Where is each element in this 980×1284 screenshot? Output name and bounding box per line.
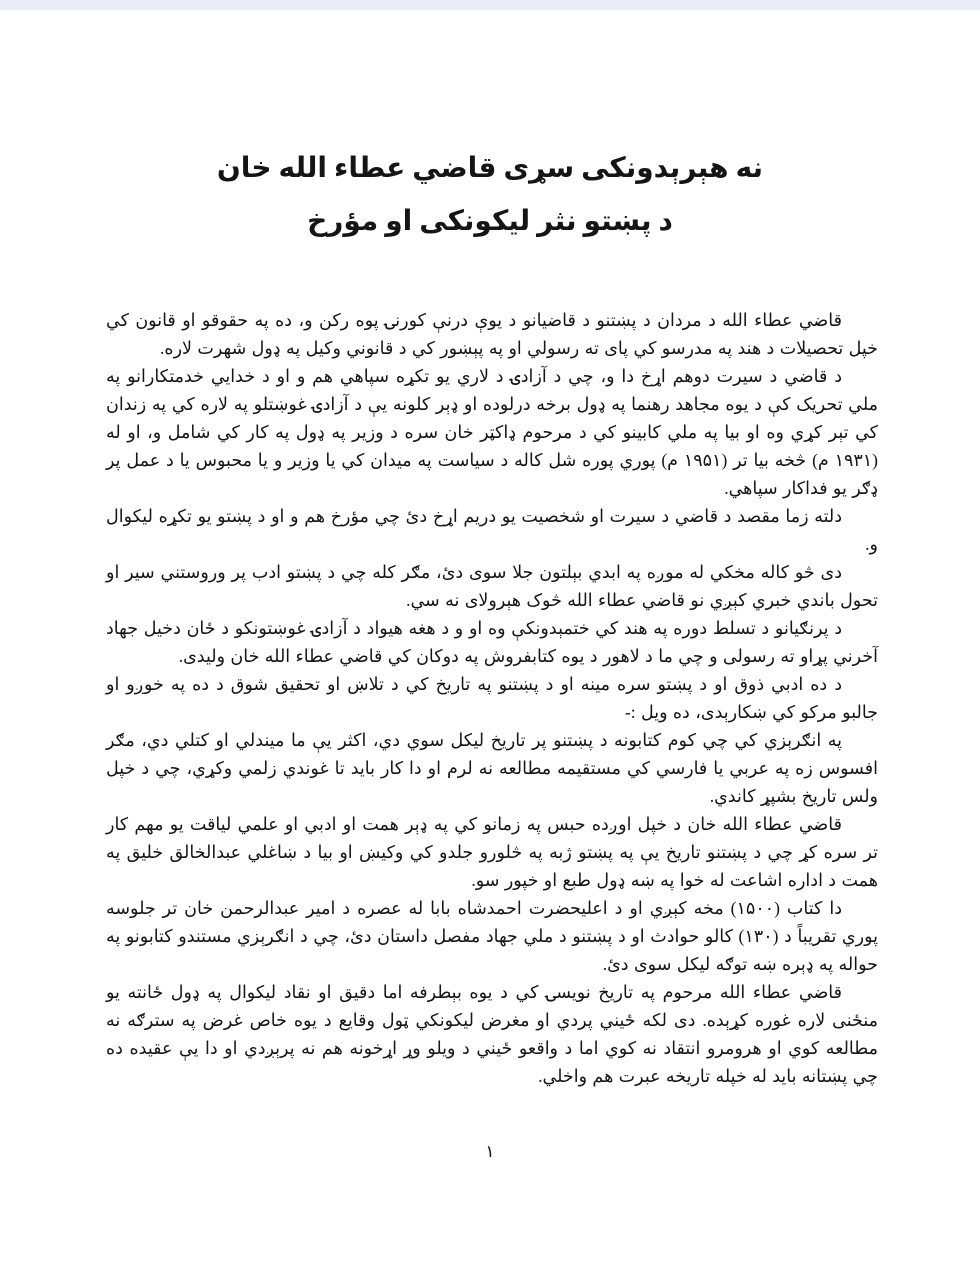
paragraph: قاضي عطاء الله د مردان د پښتنو د قاضیانو د یوې درنې کورنۍ پوه رکن و، ده په حقوقو او قانون کي خپل تحصیلات د هند په مدرسو کي پای ته رسولي او په پېښور کي د قانوني وکیل په ډول شهرت لاره.: [106, 310, 878, 358]
document-title-line-2: د پښتو نثر لیکونکی او مؤرخ: [307, 206, 673, 237]
paragraph: په انګرېزي کي چي کوم کتابونه د پښتنو پر تاریخ لیکل سوي دي، اکثر یې ما میندلي او کتلي دي، مګر افسوس زه په عربي یا فارسي کي مستقیمه مطالعه نه لرم او دا کار باید تا غوندي زلمي وکړي، چي د خپل ولس تاریخ بشپړ کاندي.: [106, 730, 878, 806]
paragraph: قاضي عطاء الله خان د خپل اوږده حبس په زمانو کي په ډېر همت او ادبي او علمي لیاقت یو مهم کار تر سره کړ چي د پښتنو تاریخ یې په پښتو ژبه په څلورو جلدو کي وکیښ او بیا د ښاغلي عبدالخالق خلیق په همت د اداره اشاعت له خوا په ښه ډول طبع او خپور سو.: [106, 814, 878, 890]
document-title-line-1: نه هېرېدونکی سړی قاضي عطاء الله خان: [216, 153, 764, 184]
title-block: [0, 142, 980, 248]
body-text: [106, 306, 878, 1090]
paragraph: قاضي عطاء الله مرحوم په تاریخ نویسۍ کي د یوه بېطرفه اما دقیق او نقاد لیکوال په ډول ځانته یو منځنی لاره غوره کړېده. دی لکه ځیني پردي او مغرض لیکونکي ټول وقایع د یوه خاص غرض په سترګه نه مطالعه کوي او هرومرو انتقاد نه کوي اما د واقعو ځیني د ویلو وړ اړخونه هم نه پرېږدي او دا یې عقیده ده چي پښتانه باید له خپله تاریخه عبرت هم واخلي.: [106, 982, 878, 1086]
paragraph: دی څو کاله مخکي له موږه په ابدي بېلتون جلا سوی دئ، مګر کله چي د پښتو ادب پر وروستني سیر او تحول باندي خبري کېږي نو قاضي عطاء الله څوک هېرولای نه سي.: [106, 562, 878, 610]
paragraph: د قاضي د سیرت دوهم اړخ دا و، چي د آزادۍ د لاري یو تکړه سپاهي هم و او د خدایي خدمتکارانو په ملي تحریک کې د یوه مجاهد رهنما په ډول برخه درلوده او ډېر کلونه یې د آزادۍ غوښتلو په لاره کي په زندان کي تېر کړي وه او بیا په ملي کابینو کي د مرحوم ډاکټر خان سره د وزیر په ډول په کار کي شامل و، او له (۱۹۳۱ م) څخه بیا تر (۱۹۵۱ م) پوري پوره شل کاله د سیاست په میدان کي یا وزیر و یا محبوس یا د عمل پر ډګر یو فداکار سپاهي.: [106, 366, 878, 498]
paragraph: د پرنګیانو د تسلط دوره په هند کي ختمېدونکې وه او و د هغه هیواد د آزادۍ غوښتونکو د ځان دخیل جهاد آخرني پړاو ته رسولی و چي ما د لاهور د یوه کتابفروش په دوکان کي قاضي عطاء الله خان ولیدی.: [106, 618, 878, 666]
page-number: ۱: [485, 1142, 495, 1161]
scan-artifact-top-strip: [0, 0, 980, 10]
paragraph: دلته زما مقصد د قاضي د سیرت او شخصیت یو دریم اړخ دئ چي مؤرخ هم و او د پښتو یو تکړه لیکوال و.: [106, 506, 878, 554]
paragraph: د ده ادبي ذوق او د پښتو سره مینه او د پښتنو په تاریخ کي د تلاښ او تحقیق شوق د ده په خوږو او جالبو مرکو کي ښکارېدی، ده ویل :-: [106, 674, 878, 722]
paragraph: دا کتاب (۱۵۰۰) مخه کېږي او د اعلیحضرت احمدشاه بابا له عصره د امیر عبدالرحمن خان تر جلوسه پوري تقریباً د (۱۳۰) کالو حوادث او د پښتنو د ملي جهاد مفصل داستان دئ، چي د انګرېزي مستندو کتابونو په حواله په ډېره ښه توګه لیکل سوی دئ.: [106, 898, 878, 974]
